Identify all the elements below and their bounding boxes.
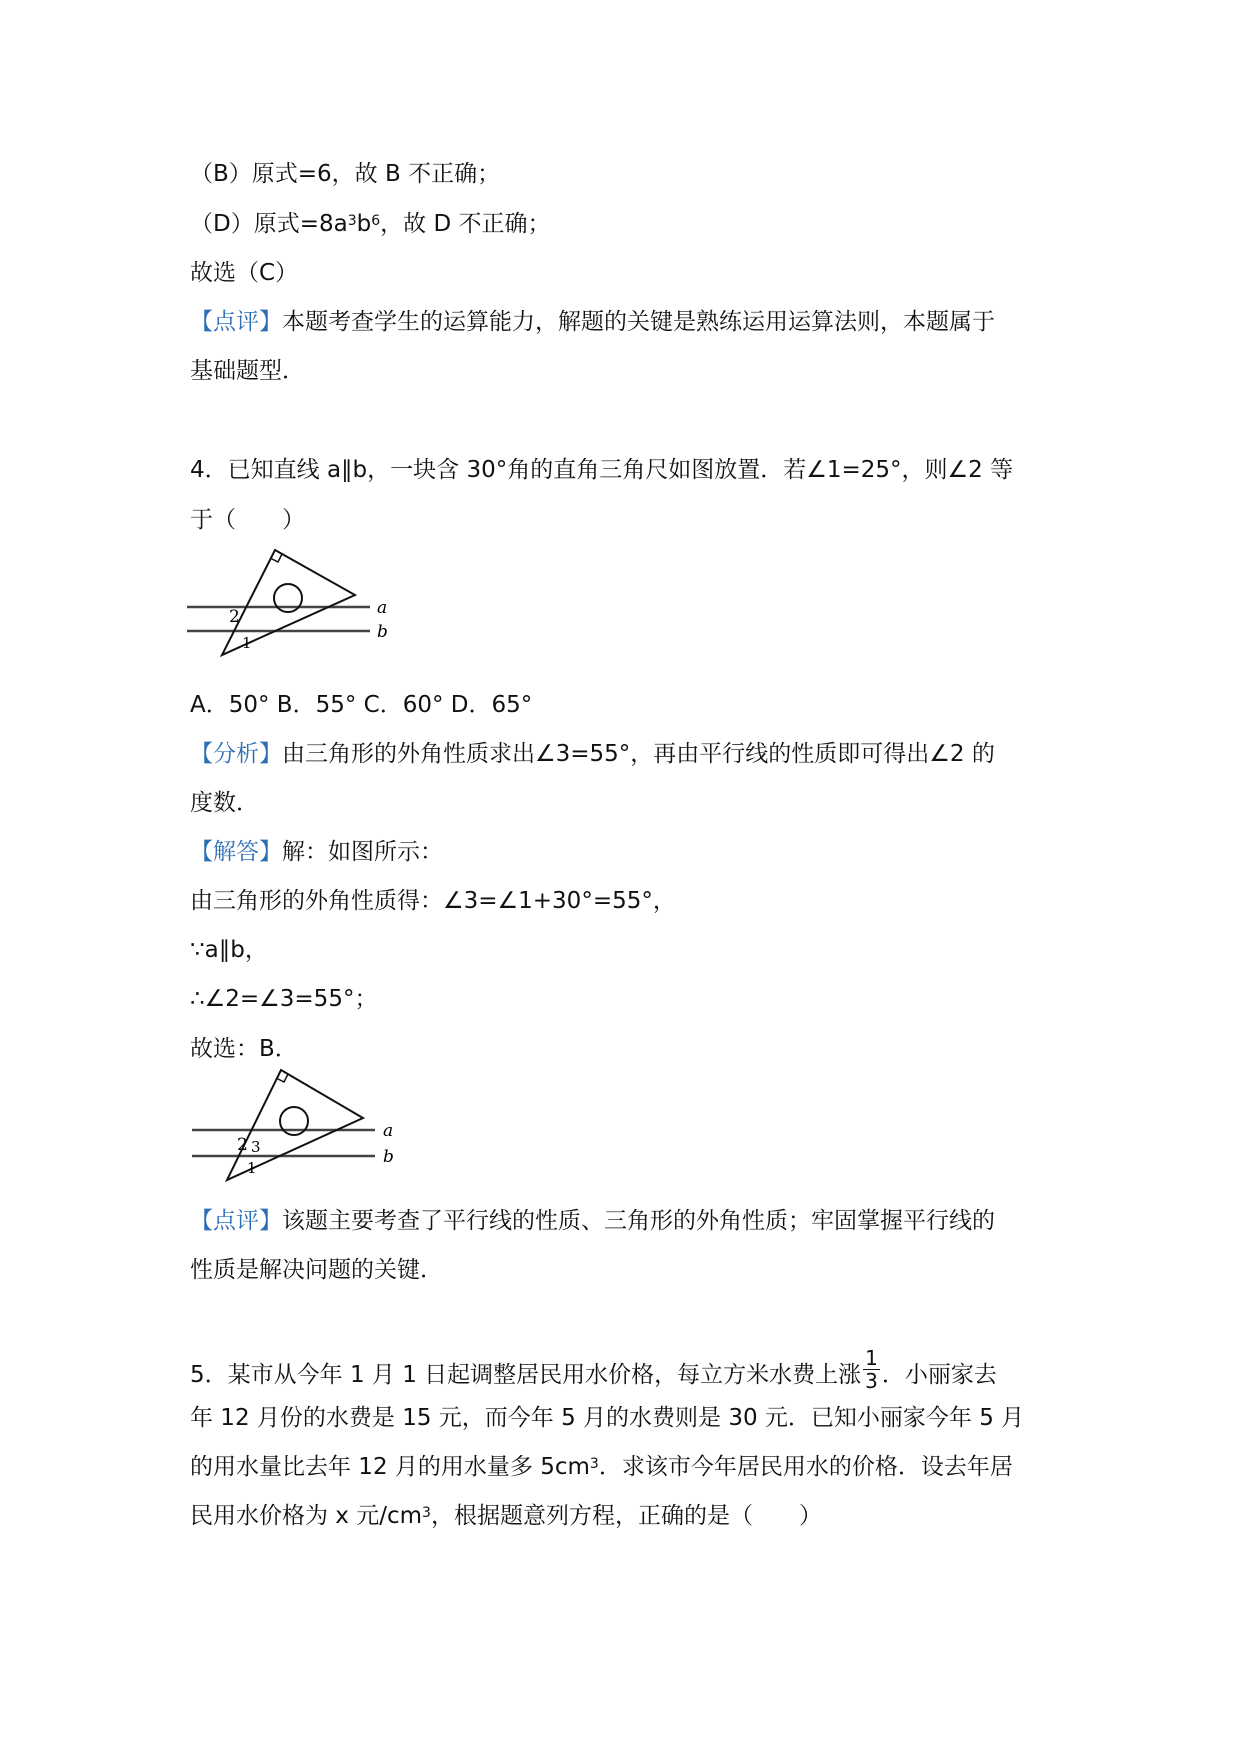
line-label-b: b — [383, 1147, 394, 1167]
q4-analysis: 【分析】由三角形的外角性质求出∠3=55°，再由平行线的性质即可得出∠2 的 — [190, 741, 995, 767]
q4-answer: 【解答】解：如图所示： — [190, 839, 443, 865]
q4-figure-triangle — [180, 545, 400, 665]
q4-step-1: 由三角形的外角性质得：∠3=∠1+30°=55°， — [190, 888, 676, 914]
q5-stem-line-2: 年 12 月份的水费是 15 元，而今年 5 月的水费则是 30 元．已知小丽家今年 5 月 — [190, 1405, 1025, 1431]
q4-stem: 4．已知直线 a∥b，一块含 30°角的直角三角尺如图放置．若∠1=25°，则∠2 等 — [190, 457, 1014, 483]
q4-comment: 【点评】该题主要考查了平行线的性质、三角形的外角性质；牢固掌握平行线的 — [190, 1208, 995, 1234]
q3-option-b: （B）原式=6，故 B 不正确； — [190, 161, 501, 187]
angle-label-1: 1 — [247, 1159, 257, 1177]
line-label-a: a — [377, 598, 388, 618]
angle-label-3: 3 — [251, 1138, 261, 1156]
line-label-b: b — [377, 622, 388, 642]
q5-stem-line-4: 民用水价格为 x 元$/cm^3$，根据题意列方程，正确的是（ ） — [190, 1503, 822, 1529]
q4-options: A．50° B．55° C．60° D．65° — [190, 692, 533, 718]
q4-solution-figure — [185, 1066, 410, 1191]
q3-comment-cont: 基础题型． — [190, 358, 305, 384]
q4-comment-cont: 性质是解决问题的关键． — [190, 1257, 443, 1283]
q4-step-2: ∵a∥b， — [190, 937, 268, 963]
q4-stem-cont: 于（ ） — [190, 507, 305, 533]
q4-analysis-cont: 度数． — [190, 790, 259, 816]
line-label-a: a — [383, 1121, 394, 1141]
q5-stem-line-3: 的用水量比去年 12 月的用水量多 $5cm^3$．求该市今年居民用水的价格．设去年居 — [190, 1454, 1013, 1480]
fraction-one-third: $\frac{1}{3}$ — [865, 1346, 878, 1393]
q3-choose: 故选（C） — [190, 260, 299, 286]
q5-stem: 5．某市从今年 1 月 1 日起调整居民用水价格，每立方米水费上涨 $\frac{1}{3}$ ．小丽家去 — [190, 1346, 997, 1393]
angle-label-1: 1 — [242, 634, 252, 652]
q4-choose: 故选：B． — [190, 1036, 298, 1062]
angle-label-2: 2 — [229, 607, 240, 627]
analysis-tag: 【分析】 — [190, 741, 282, 767]
q3-option-d: （D）原式$=8a^3b^6$，故 D 不正确； — [190, 211, 551, 237]
comment-tag: 【点评】 — [190, 1208, 282, 1234]
q4-step-3: ∴∠2=∠3=55°； — [190, 986, 378, 1012]
angle-label-2: 2 — [237, 1135, 248, 1155]
q3-comment: 【点评】本题考查学生的运算能力，解题的关键是熟练运用运算法则，本题属于 — [190, 309, 995, 335]
comment-tag: 【点评】 — [190, 309, 282, 335]
answer-tag: 【解答】 — [190, 839, 282, 865]
